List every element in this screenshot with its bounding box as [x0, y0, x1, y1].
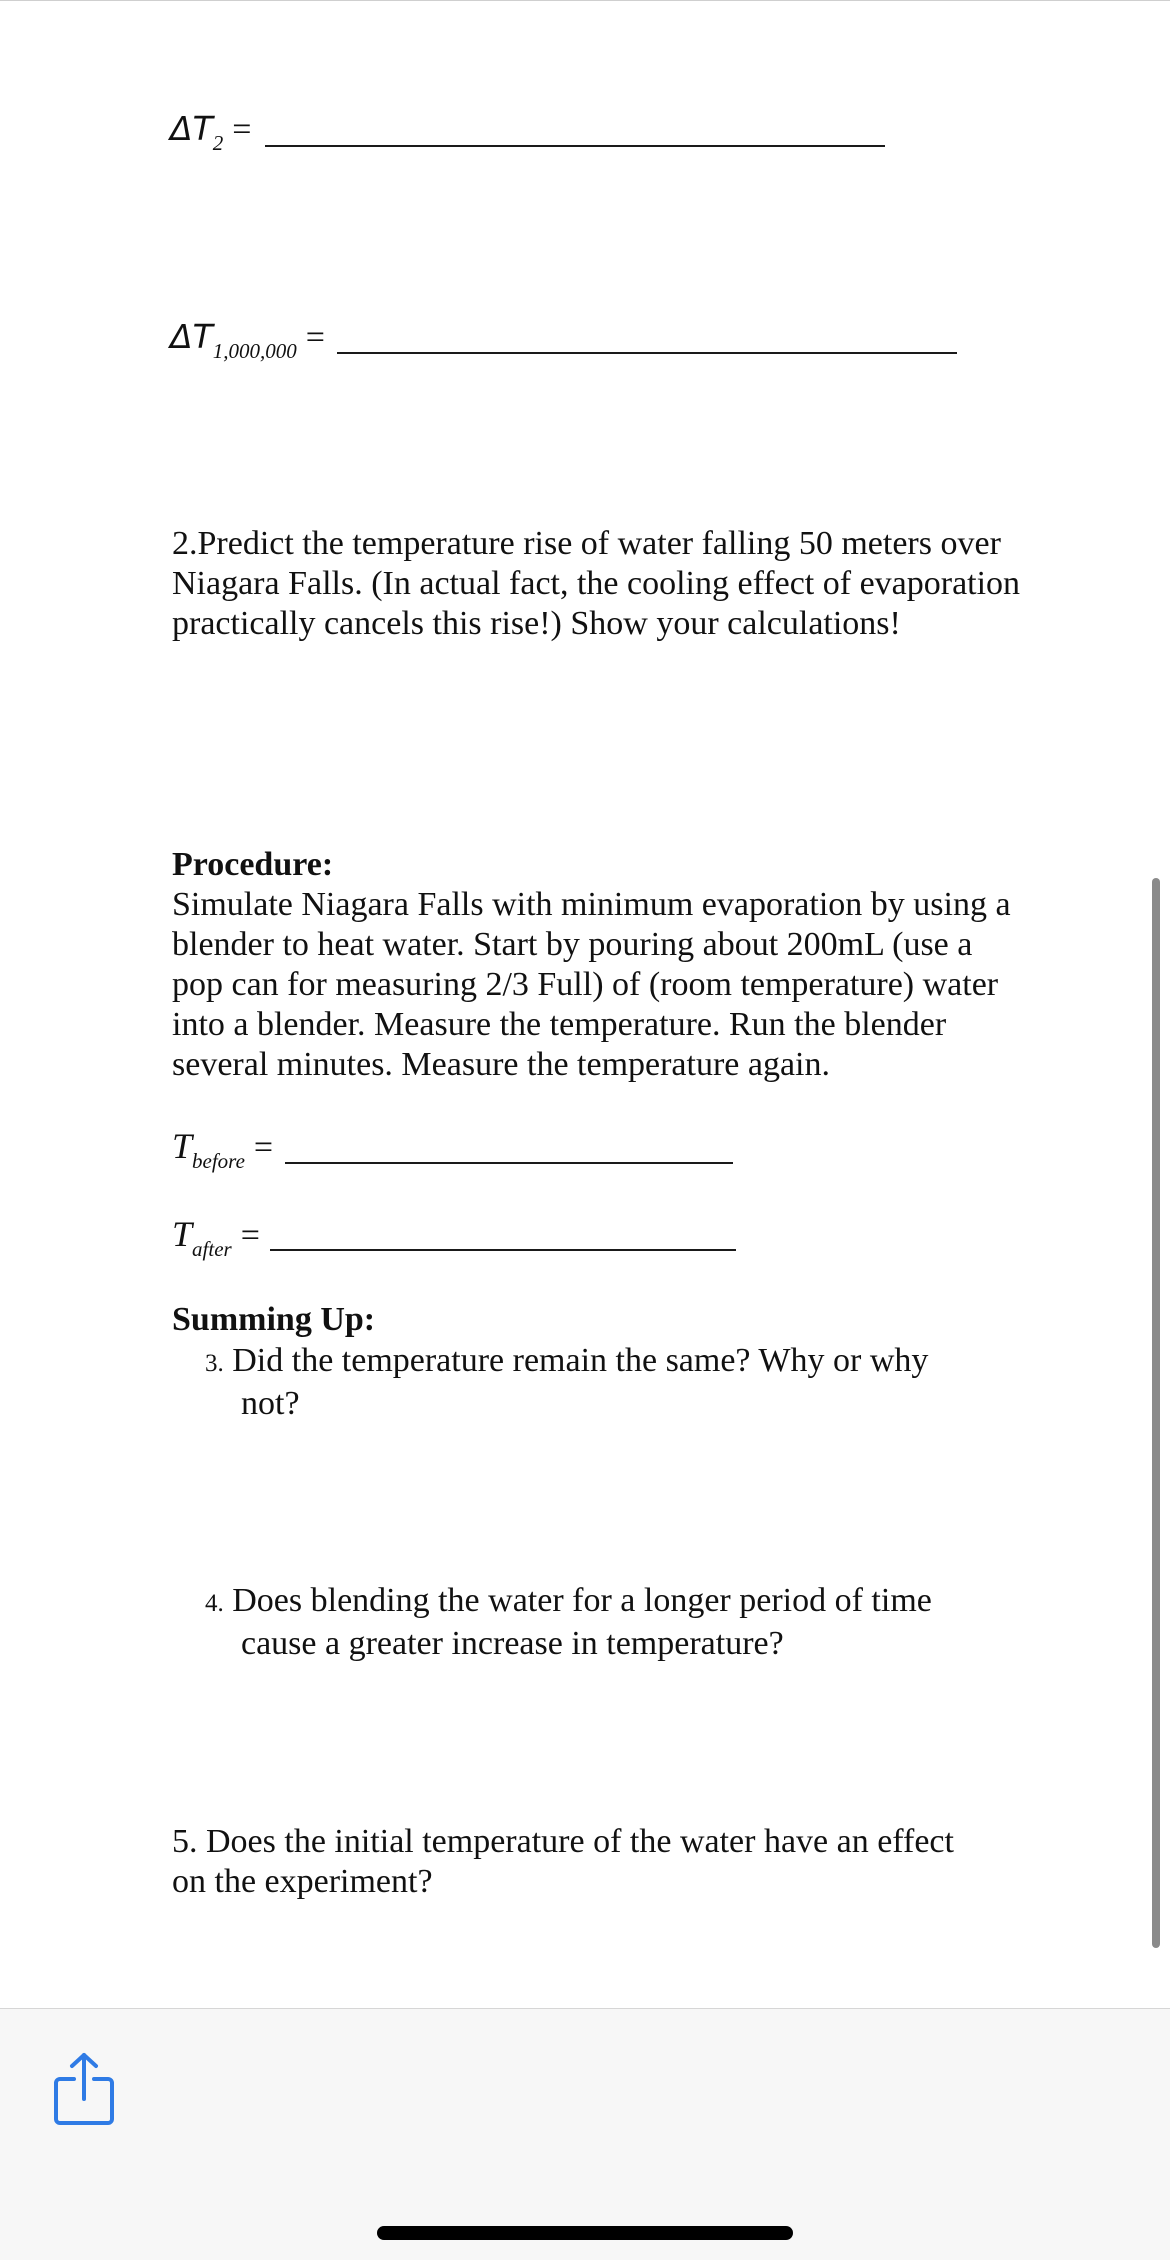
- equals-sign: =: [240, 1217, 260, 1254]
- equation-t-before: [172, 1128, 273, 1172]
- procedure-heading: Procedure:: [172, 846, 334, 883]
- question-5: 5. Does the initial temperature of the water have an effect on the experiment?: [172, 1823, 954, 1900]
- question-number: 3.: [205, 1350, 224, 1377]
- question-4: [205, 1581, 1005, 1664]
- answer-line-t-before[interactable]: [285, 1162, 733, 1164]
- bottom-toolbar: [0, 2008, 1170, 2260]
- question-3: [205, 1341, 1005, 1424]
- delta-t-symbol: ΔT: [170, 109, 213, 148]
- delta-t-symbol: ΔT: [170, 317, 213, 356]
- home-indicator[interactable]: [377, 2226, 793, 2240]
- question-2: 2.Predict the temperature rise of water falling 50 meters over Niagara Falls. (In actual fact, the cooling effect of evaporation practically cancels this rise!) Show your calculations!: [172, 525, 1021, 642]
- answer-line-delta-t-million[interactable]: [337, 352, 957, 354]
- question-text: Does blending the water for a longer period of time: [232, 1582, 932, 1619]
- question-text-continued: cause a greater increase in temperature?: [241, 1625, 784, 1662]
- question-number: 4.: [205, 1590, 224, 1617]
- equation-delta-t-million: [170, 318, 325, 362]
- share-button[interactable]: [52, 2051, 116, 2127]
- vertical-scrollbar[interactable]: [1152, 878, 1160, 1948]
- procedure-text: Simulate Niagara Falls with minimum evaporation by using a blender to heat water. Start by pouring about 200mL (use a pop can for measuring 2/3 Full) of (room temperature) water into a blender. Measure the temperature. Run the blender several minutes. Measure the temperature again.: [172, 886, 1011, 1083]
- t-symbol: T: [172, 1214, 193, 1254]
- question-text: Did the temperature remain the same? Why or why: [232, 1342, 929, 1379]
- question-text-continued: not?: [241, 1385, 300, 1422]
- answer-line-delta-t-2[interactable]: [265, 145, 885, 147]
- summing-up-heading: Summing Up:: [172, 1301, 376, 1338]
- answer-line-t-after[interactable]: [270, 1249, 736, 1251]
- t-subscript: after: [192, 1237, 232, 1261]
- delta-t-subscript: 1,000,000: [212, 339, 297, 363]
- equals-sign: =: [305, 319, 325, 356]
- t-subscript: before: [192, 1149, 245, 1173]
- share-icon: [52, 2051, 116, 2127]
- equation-t-after: [172, 1216, 260, 1260]
- equals-sign: =: [253, 1129, 274, 1166]
- delta-t-subscript: 2: [212, 131, 224, 155]
- equals-sign: =: [232, 111, 252, 148]
- equation-delta-t-2: [170, 110, 251, 154]
- t-symbol: T: [172, 1126, 193, 1166]
